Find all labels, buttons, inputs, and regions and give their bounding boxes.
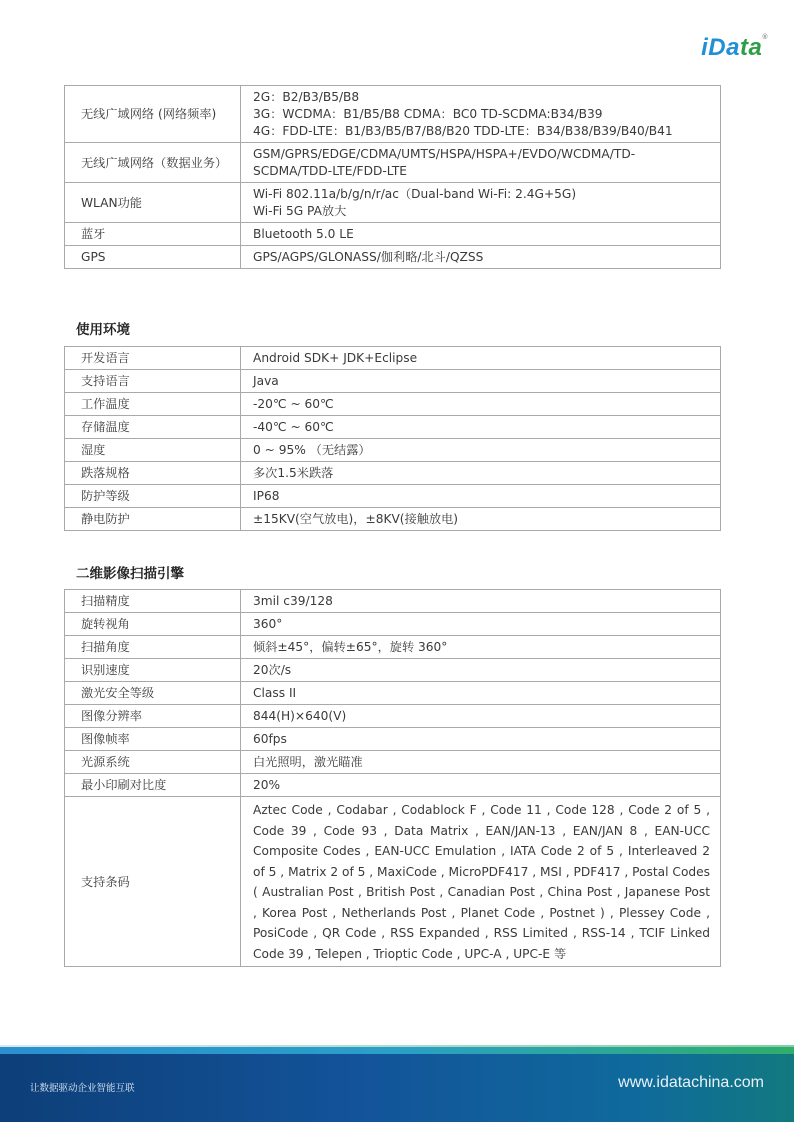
spec-value-line: 3G：WCDMA：B1/B5/B8 CDMA：BC0 TD-SCDMA:B34/B39 [253,107,603,121]
spec-value-line: GPS/AGPS/GLONASS/伽利略/北斗/QZSS [253,250,484,264]
spec-row [65,462,721,485]
spec-value: 0 ~ 95% （无结露） [241,439,721,462]
spec-row [65,485,721,508]
section-title-scan-engine: 二维影像扫描引擎 [76,566,184,582]
spec-key: 存储温度 [65,416,241,439]
spec-row [65,370,721,393]
spec-key: 防护等级 [65,485,241,508]
spec-key: 扫描角度 [65,636,241,659]
spec-key: 图像分辨率 [65,705,241,728]
footer-bar [0,1054,794,1122]
spec-row [65,183,721,223]
spec-value-line: GSM/GPRS/EDGE/CDMA/UMTS/HSPA/HSPA+/EVDO/WCDMA/TD- [253,147,636,161]
spec-row [65,143,721,183]
spec-value: Class II [241,682,721,705]
spec-row [65,508,721,531]
spec-key: WLAN功能 [65,183,241,223]
spec-value: 3mil c39/128 [241,590,721,613]
spec-row [65,416,721,439]
spec-row [65,347,721,370]
environment-spec-table [64,346,721,531]
spec-value: 倾斜±45°，偏转±65°，旋转 360° [241,636,721,659]
spec-row [65,728,721,751]
idata-logo [701,34,768,62]
spec-key: GPS [65,246,241,269]
spec-value: Java [241,370,721,393]
spec-value: -40℃ ~ 60℃ [241,416,721,439]
spec-key: 扫描精度 [65,590,241,613]
scan-engine-spec-body [65,590,721,967]
spec-row [65,613,721,636]
spec-value: 白光照明，激光瞄准 [241,751,721,774]
spec-row [65,223,721,246]
spec-value-line: 4G：FDD-LTE：B1/B3/B5/B7/B8/B20 TDD-LTE：B34/B38/B39/B40/B41 [253,124,673,138]
spec-value-line: Bluetooth 5.0 LE [253,227,354,241]
spec-value: -20℃ ~ 60℃ [241,393,721,416]
spec-row [65,659,721,682]
spec-key: 旋转视角 [65,613,241,636]
network-spec-table [64,85,721,269]
spec-value [241,86,721,143]
spec-key: 支持条码 [65,797,241,967]
footer-stripe [0,1047,794,1054]
spec-value: 20次/s [241,659,721,682]
spec-row [65,246,721,269]
supported-barcodes-value: Aztec Code , Codabar , Codablock F , Code 11 , Code 128 , Code 2 of 5 , Code 39 , Code 93 , Data Matrix , EAN/JAN-13 , EAN/JAN 8 , EAN-UCC Composite Codes , EAN-UCC Emulation , IATA Code 2 of 5 , Interleaved 2 of 5 , Matrix 2 of 5 , MaxiCode , MicroPDF417 , MSI , PDF417 , Postal Codes ( Australian Post , British Post , Canadian Post , China Post , Japanese Post , Korea Post , Netherlands Post , Planet Code , Postnet ) , Plessey Code , PosiCode , QR Code , RSS Expanded , RSS Limited , RSS-14 , TCIF Linked Code 39 , Telepen , Trioptic Code , UPC-A , UPC-E 等 [241,797,721,967]
spec-value: 844(H)×640(V) [241,705,721,728]
spec-value-line: Wi-Fi 802.11a/b/g/n/r/ac（Dual-band Wi-Fi: 2.4G+5G) [253,187,577,201]
section-title-environment: 使用环境 [76,322,130,338]
logo-text-a: iDa [701,34,740,61]
spec-key: 开发语言 [65,347,241,370]
spec-value [241,143,721,183]
spec-value [241,246,721,269]
spec-key: 湿度 [65,439,241,462]
spec-key: 激光安全等级 [65,682,241,705]
spec-value [241,223,721,246]
environment-spec-body [65,347,721,531]
network-spec-body [65,86,721,269]
spec-value-line: SCDMA/TDD-LTE/FDD-LTE [253,164,407,178]
spec-row [65,774,721,797]
spec-key: 静电防护 [65,508,241,531]
spec-value-line: Wi-Fi 5G PA放大 [253,204,347,218]
footer-slogan: 让数据驱动企业智能互联 [30,1083,135,1094]
spec-key: 识别速度 [65,659,241,682]
spec-key: 无线广域网络 (网络频率) [65,86,241,143]
spec-value: Android SDK+ JDK+Eclipse [241,347,721,370]
spec-value [241,183,721,223]
registered-mark: ® [762,34,768,41]
spec-value-line: 2G：B2/B3/B5/B8 [253,90,360,104]
spec-value: ±15KV(空气放电)，±8KV(接触放电) [241,508,721,531]
spec-row [65,682,721,705]
spec-row [65,705,721,728]
spec-key: 工作温度 [65,393,241,416]
spec-value: 20% [241,774,721,797]
scan-engine-spec-table [64,589,721,967]
spec-key: 蓝牙 [65,223,241,246]
spec-key: 光源系统 [65,751,241,774]
spec-key: 无线广域网络（数据业务） [65,143,241,183]
spec-row [65,439,721,462]
spec-value: IP68 [241,485,721,508]
footer-url[interactable]: www.idatachina.com [618,1074,764,1091]
spec-key: 跌落规格 [65,462,241,485]
spec-row [65,751,721,774]
spec-row [65,590,721,613]
spec-row [65,393,721,416]
logo-text-b: ta [739,34,763,61]
spec-row-barcodes [65,797,721,967]
spec-row [65,86,721,143]
spec-value: 多次1.5米跌落 [241,462,721,485]
spec-value: 360° [241,613,721,636]
spec-key: 图像帧率 [65,728,241,751]
spec-row [65,636,721,659]
spec-value: 60fps [241,728,721,751]
spec-key: 支持语言 [65,370,241,393]
spec-key: 最小印刷对比度 [65,774,241,797]
